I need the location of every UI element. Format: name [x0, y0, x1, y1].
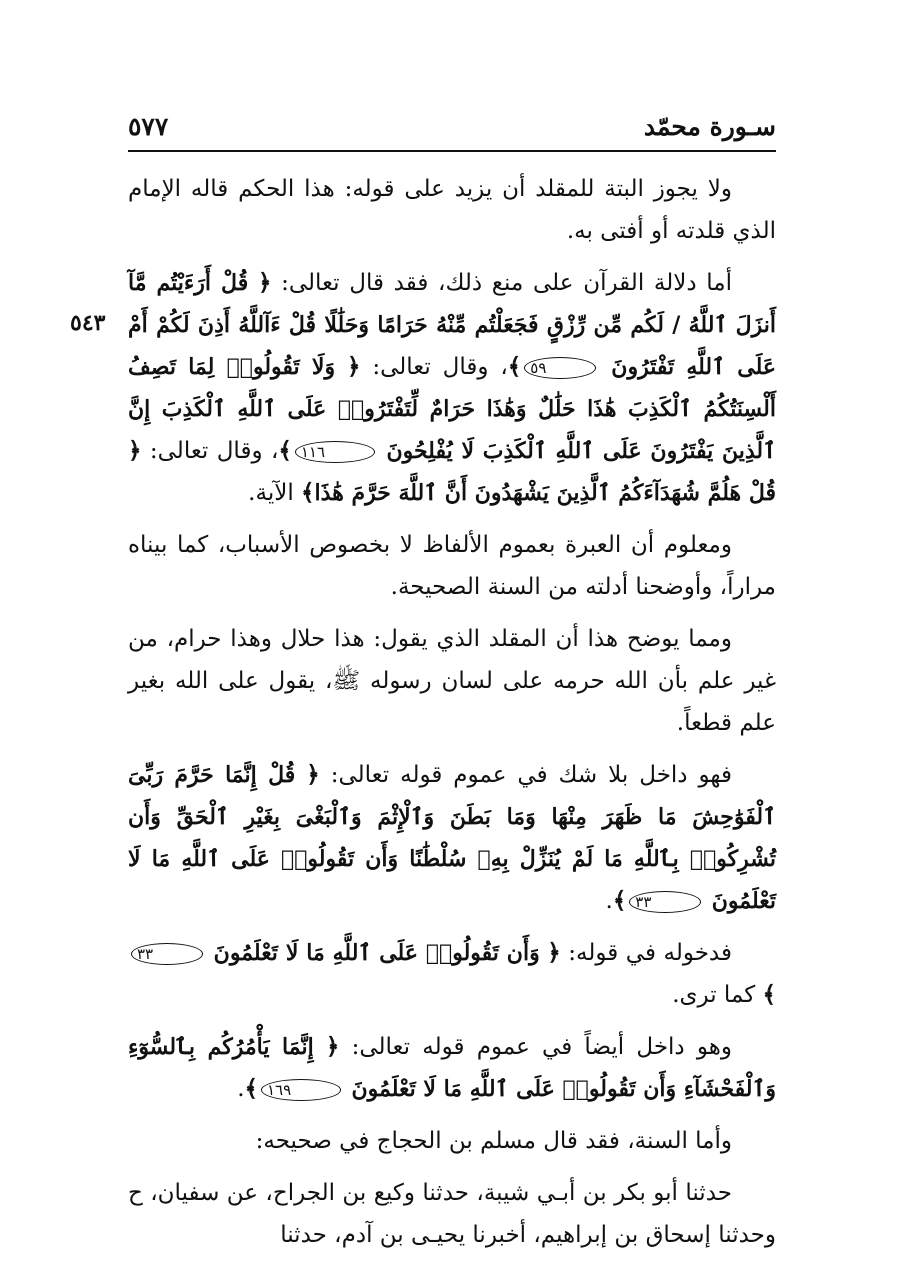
paragraph-text: . — [605, 888, 613, 914]
paragraph-7 — [128, 1026, 776, 1110]
paragraph-5 — [128, 754, 776, 922]
quran-verse: وَلَا تَقُولُوا۟ لِمَا تَصِفُ أَلْسِنَتُكُمُ ٱلْكَذِبَ هَٰذَا حَلَٰلٌ وَهَٰذَا حَرَامٌ لِّتَفْتَرُوا۟ عَلَى ٱللَّهِ ٱلْكَذِبَ إِنَّ ٱلَّذِينَ يَفْتَرُونَ عَلَى ٱللَّهِ ٱلْكَذِبَ لَا يُفْلِحُونَ — [128, 354, 776, 464]
paragraph-text: ولا يجوز البتة للمقلد أن يزيد على قوله: هذا الحكم قاله الإمام الذي قلدته أو أفتى به. — [128, 176, 776, 244]
quran-close-bracket: ﴾ — [612, 887, 627, 914]
verse-number-marker: ٥٩ — [524, 357, 596, 379]
paragraph-8 — [128, 1120, 776, 1162]
quran-close-bracket: ﴾ — [301, 479, 315, 506]
paragraph-2 — [128, 262, 776, 514]
quran-close-bracket: ﴾ — [762, 981, 776, 1008]
quran-verse: وَأَن تَقُولُوا۟ عَلَى ٱللَّهِ مَا لَا تَعْلَمُونَ — [213, 940, 540, 966]
quran-open-bracket: ﴿ — [346, 353, 361, 380]
paragraph-text: وهو داخل أيضاً في عموم قوله تعالى: — [351, 1034, 732, 1060]
verse-number-marker: ٣٣ — [131, 943, 203, 965]
header-rule — [128, 150, 776, 152]
paragraph-text: حدثنا أبو بكر بن أبـي شيبة، حدثنا وكيع بن الجراح، عن سفيان، ح وحدثنا إسحاق بن إبراهيم، أخبرنا يحيـى بن آدم، حدثنا — [128, 1180, 776, 1248]
quran-open-bracket: ﴿ — [257, 269, 272, 296]
quran-close-bracket: ﴾ — [244, 1075, 258, 1102]
quran-open-bracket: ﴿ — [325, 1033, 340, 1060]
verse-number-marker: ١٦٩ — [261, 1079, 341, 1101]
quran-verse: قُلْ إِنَّمَا حَرَّمَ رَبِّىَ ٱلْفَوَٰحِشَ مَا ظَهَرَ مِنْهَا وَمَا بَطَنَ وَٱلْإِثْمَ وَٱلْبَغْىَ بِغَيْرِ ٱلْحَقِّ وَأَن تُشْرِكُوا۟ بِٱللَّهِ مَا لَمْ يُنَزِّلْ بِهِۦ سُلْطَٰنًا وَأَن تَقُولُوا۟ عَلَى ٱللَّهِ مَا لَا تَعْلَمُونَ — [128, 762, 776, 914]
paragraph-1 — [128, 168, 776, 252]
quran-verse: قُلْ أَرَءَيْتُم مَّآ أَنزَلَ ٱللَّهُ / لَكُم مِّن رِّزْقٍ فَجَعَلْتُم مِّنْهُ حَرَامًا وَحَلَٰلًا قُلْ ءَآللَّهُ أَذِنَ لَكُمْ أَمْ عَلَى ٱللَّهِ تَفْتَرُونَ — [128, 270, 776, 380]
surah-title: سـورة محمّد — [643, 112, 776, 141]
paragraph-text: أما دلالة القرآن على منع ذلك، فقد قال تعالى: — [281, 270, 733, 296]
verse-number-marker: ٣٣ — [629, 891, 701, 913]
page-number: ٥٧٧ — [128, 112, 169, 141]
paragraph-text: . — [237, 1076, 245, 1102]
quran-verse: إِنَّمَا يَأْمُرُكُم بِٱلسُّوٓءِ وَٱلْفَحْشَآءِ وَأَن تَقُولُوا۟ عَلَى ٱللَّهِ مَا لَا تَعْلَمُونَ — [128, 1034, 776, 1102]
paragraph-text: فدخوله في قوله: — [568, 940, 732, 966]
paragraph-text: ومما يوضح هذا أن المقلد الذي يقول: هذا حلال وهذا حرام، من غير علم بأن الله حرمه على لسان رسوله ﷺ، يقول على الله بغير علم قطعاً. — [128, 626, 776, 736]
paragraph-text: الآية. — [248, 480, 294, 506]
paragraph-text: كما ترى. — [672, 982, 756, 1008]
quran-open-bracket: ﴿ — [128, 437, 142, 464]
margin-page-reference: ٥٤٣ — [70, 310, 106, 336]
paragraph-6 — [128, 932, 776, 1016]
paragraph-9 — [128, 1172, 776, 1256]
paragraph-text: ، وقال تعالى: — [149, 438, 279, 464]
page-body — [128, 168, 776, 1266]
paragraph-text: فهو داخل بلا شك في عموم قوله تعالى: — [330, 762, 733, 788]
page-header — [128, 108, 776, 148]
verse-number-marker: ١١٦ — [295, 441, 375, 463]
quran-close-bracket: ﴾ — [278, 437, 292, 464]
quran-open-bracket: ﴿ — [547, 939, 561, 966]
paragraph-text: وأما السنة، فقد قال مسلم بن الحجاج في صحيحه: — [255, 1128, 732, 1154]
paragraph-text: ، وقال تعالى: — [372, 354, 508, 380]
paragraph-text: ومعلوم أن العبرة بعموم الألفاظ لا بخصوص الأسباب، كما بيناه مراراً، وأوضحنا أدلته من السنة الصحيحة. — [128, 532, 776, 600]
paragraph-4 — [128, 618, 776, 744]
quran-close-bracket: ﴾ — [507, 353, 522, 380]
quran-open-bracket: ﴿ — [306, 761, 320, 788]
quran-verse: قُلْ هَلُمَّ شُهَدَآءَكُمُ ٱلَّذِينَ يَشْهَدُونَ أَنَّ ٱللَّهَ حَرَّمَ هَٰذَا — [314, 480, 776, 506]
paragraph-3 — [128, 524, 776, 608]
